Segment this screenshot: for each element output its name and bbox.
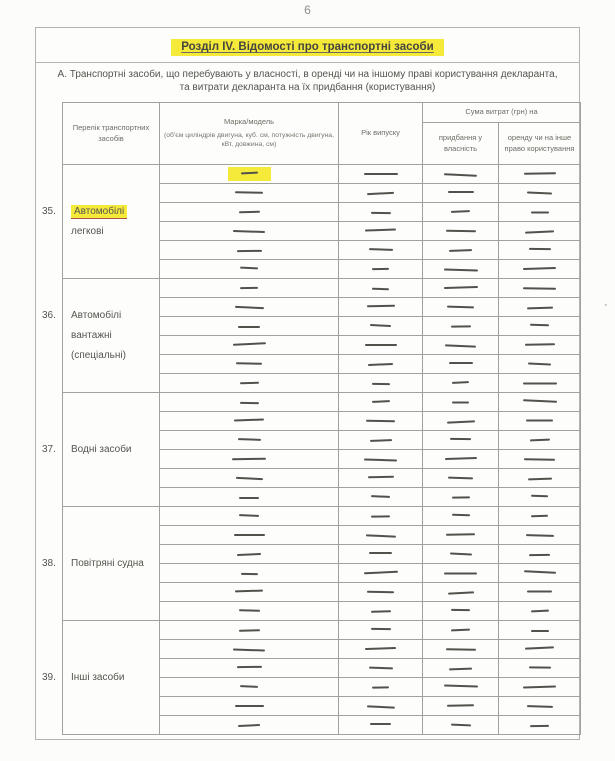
vehicle-category-label: Повітряні судна (71, 557, 144, 569)
handwritten-dash-mark (235, 589, 263, 592)
entry-cell (423, 602, 499, 621)
entry-cell (339, 374, 423, 393)
handwritten-dash-mark (368, 666, 392, 669)
entry-cell (339, 203, 423, 222)
handwritten-dash-mark (452, 401, 469, 403)
entry-cell (423, 222, 499, 241)
handwritten-dash-mark (444, 457, 476, 460)
entry-cell (160, 526, 339, 545)
entry-cell (339, 412, 423, 431)
handwritten-dash-mark (364, 458, 397, 461)
subtitle-text: Транспортні засоби, що перебувають у власності, в оренді чи на іншому праві користування декларанта, та витрати декларанта на їх придбання (користування) (69, 69, 558, 93)
handwritten-dash-mark (451, 609, 470, 611)
handwritten-dash-mark (238, 724, 260, 727)
entry-cell (160, 184, 339, 203)
vehicle-category-label: Інші засоби (71, 671, 125, 683)
entry-cell (499, 222, 581, 241)
table-row (63, 621, 581, 640)
entry-cell (339, 564, 423, 583)
handwritten-dash-mark (240, 287, 258, 289)
vehicle-category-label: Автомобілі (71, 205, 127, 219)
handwritten-dash-mark (369, 439, 391, 442)
entry-cell (423, 374, 499, 393)
handwritten-dash-mark (370, 212, 390, 214)
handwritten-dash-mark (526, 705, 552, 708)
handwritten-dash-mark (449, 552, 471, 555)
entry-cell (339, 526, 423, 545)
highlighted-entry (228, 167, 271, 181)
handwritten-dash-mark (370, 723, 391, 725)
handwritten-dash-mark (366, 705, 394, 708)
handwritten-dash-mark (452, 513, 470, 516)
entry-cell (423, 412, 499, 431)
handwritten-dash-mark (371, 400, 389, 403)
handwritten-dash-mark (445, 230, 475, 232)
handwritten-dash-mark (233, 648, 265, 651)
entry-cell (339, 355, 423, 374)
entry-cell (499, 450, 581, 469)
handwritten-dash-mark (525, 646, 554, 649)
section-subtitle (52, 68, 564, 94)
handwritten-dash-mark (237, 438, 260, 441)
handwritten-dash-mark (446, 533, 475, 535)
handwritten-dash-mark (238, 629, 259, 632)
entry-cell (499, 507, 581, 526)
handwritten-dash-mark (365, 534, 395, 537)
handwritten-dash-mark (528, 362, 551, 365)
handwritten-dash-mark (238, 609, 259, 612)
handwritten-dash-mark (531, 211, 549, 213)
document-sheet (35, 27, 580, 740)
entry-cell (499, 260, 581, 279)
entry-cell (339, 469, 423, 488)
entry-cell (339, 507, 423, 526)
entry-cell (423, 279, 499, 298)
entry-cell (499, 621, 581, 640)
entry-cell (160, 203, 339, 222)
section-title-highlighted: Розділ IV. Відомості про транспортні засоби (171, 39, 443, 56)
table-row (63, 279, 581, 298)
handwritten-dash-mark (236, 666, 261, 668)
handwritten-dash-mark (523, 382, 557, 384)
entry-cell (423, 336, 499, 355)
entry-cell (499, 602, 581, 621)
handwritten-dash-mark (445, 648, 475, 650)
handwritten-dash-mark (452, 381, 469, 384)
entry-cell (160, 640, 339, 659)
entry-cell (499, 374, 581, 393)
handwritten-dash-mark (234, 418, 264, 421)
entry-cell (339, 260, 423, 279)
entry-cell (339, 336, 423, 355)
handwritten-dash-mark (444, 572, 477, 574)
handwritten-dash-mark (371, 515, 390, 517)
handwritten-dash-mark (526, 419, 553, 421)
row-number: 37. (42, 443, 56, 455)
handwritten-dash-mark (527, 191, 552, 194)
handwritten-dash-mark (372, 686, 389, 688)
title-divider (36, 62, 579, 63)
row-number: 38. (42, 557, 56, 569)
entry-cell (499, 412, 581, 431)
vehicle-category-label: Водні засоби (71, 443, 132, 455)
handwritten-dash-mark (449, 362, 473, 364)
header-expenses-group: Сума витрат (грн) на (423, 103, 581, 123)
entry-cell (160, 241, 339, 260)
handwritten-dash-mark (235, 191, 263, 193)
entry-cell (499, 203, 581, 222)
entry-cell (423, 450, 499, 469)
handwritten-dash-mark (450, 325, 470, 327)
row-number: 39. (42, 671, 56, 683)
entry-cell (339, 621, 423, 640)
handwritten-dash-mark (367, 476, 393, 478)
handwritten-dash-mark (372, 287, 389, 290)
handwritten-dash-mark (451, 210, 470, 213)
handwritten-dash-mark (447, 305, 474, 308)
handwritten-dash-mark (448, 591, 474, 594)
handwritten-dash-mark (240, 171, 257, 174)
handwritten-dash-mark (530, 609, 548, 612)
entry-cell (499, 355, 581, 374)
handwritten-dash-mark (450, 438, 471, 440)
entry-cell (160, 222, 339, 241)
handwritten-dash-mark (527, 306, 553, 309)
entry-cell (423, 507, 499, 526)
handwritten-dash-mark (523, 172, 555, 175)
entry-cell (499, 431, 581, 450)
handwritten-dash-mark (232, 457, 266, 460)
row-number: 35. (42, 205, 56, 217)
handwritten-dash-mark (240, 573, 257, 575)
entry-cell (160, 545, 339, 564)
handwritten-dash-mark (528, 477, 552, 480)
entry-cell (499, 526, 581, 545)
handwritten-dash-mark (368, 363, 393, 366)
entry-cell (160, 165, 339, 184)
entry-cell (160, 469, 339, 488)
handwritten-dash-mark (527, 590, 552, 592)
entry-cell (499, 336, 581, 355)
entry-cell (423, 640, 499, 659)
entry-cell (339, 602, 423, 621)
entry-cell (160, 602, 339, 621)
handwritten-dash-mark (369, 552, 392, 554)
handwritten-dash-mark (524, 458, 555, 460)
entry-cell (339, 716, 423, 735)
header-year: Рік випуску (339, 103, 423, 165)
subtitle-letter: А. (57, 69, 67, 80)
entry-cell (160, 431, 339, 450)
entry-cell (339, 488, 423, 507)
handwritten-dash-mark (371, 495, 390, 498)
handwritten-dash-mark (530, 323, 549, 326)
entry-cell (160, 317, 339, 336)
handwritten-dash-mark (447, 704, 474, 706)
handwritten-dash-mark (528, 666, 550, 668)
handwritten-dash-mark (367, 192, 394, 195)
header-make-model-note: (об'єм циліндрів двигуна, куб. см, потужність двигуна, кВт, довжина, см) (164, 131, 334, 149)
entry-cell (499, 564, 581, 583)
handwritten-dash-mark (370, 610, 390, 613)
entry-cell (423, 526, 499, 545)
section-title-row (36, 37, 579, 56)
entry-cell (160, 488, 339, 507)
entry-cell (339, 697, 423, 716)
entry-cell (423, 716, 499, 735)
handwritten-dash-mark (238, 326, 260, 328)
handwritten-dash-mark (525, 534, 553, 537)
entry-cell (423, 469, 499, 488)
handwritten-dash-mark (364, 173, 398, 175)
vehicles-table (42, 102, 581, 735)
handwritten-dash-mark (529, 554, 550, 556)
handwritten-dash-mark (235, 705, 264, 707)
row-number: 36. (42, 309, 56, 321)
entry-cell (423, 355, 499, 374)
entry-cell (423, 545, 499, 564)
handwritten-dash-mark (443, 286, 477, 289)
handwritten-dash-mark (451, 496, 469, 498)
entry-cell (160, 678, 339, 697)
header-purchase: придбання у власність (423, 123, 499, 165)
entry-cell (423, 165, 499, 184)
entry-cell (423, 621, 499, 640)
handwritten-dash-mark (370, 324, 391, 327)
handwritten-dash-mark (366, 305, 394, 307)
handwritten-dash-mark (238, 210, 259, 213)
handwritten-dash-mark (239, 381, 258, 384)
entry-cell (339, 393, 423, 412)
entry-cell (160, 298, 339, 317)
handwritten-dash-mark (232, 342, 265, 346)
handwritten-dash-mark (529, 438, 549, 441)
entry-cell (339, 165, 423, 184)
handwritten-dash-mark (371, 383, 389, 385)
entry-cell (499, 678, 581, 697)
handwritten-dash-mark (445, 344, 476, 347)
entry-cell (339, 317, 423, 336)
handwritten-dash-mark (524, 570, 556, 574)
entry-cell (160, 564, 339, 583)
handwritten-dash-mark (239, 514, 259, 517)
entry-cell (499, 697, 581, 716)
handwritten-dash-mark (523, 685, 556, 688)
vehicle-category-cell (42, 279, 160, 393)
entry-cell (160, 450, 339, 469)
entry-cell (160, 716, 339, 735)
entry-cell (339, 298, 423, 317)
entry-cell (160, 393, 339, 412)
entry-cell (423, 583, 499, 602)
entry-cell (339, 450, 423, 469)
handwritten-dash-mark (443, 268, 477, 271)
handwritten-dash-mark (234, 306, 263, 309)
entry-cell (160, 412, 339, 431)
handwritten-dash-mark (448, 191, 474, 193)
entry-cell (160, 336, 339, 355)
vehicle-category-label: вантажні (71, 329, 112, 341)
entry-cell (423, 393, 499, 412)
entry-cell (499, 716, 581, 735)
entry-cell (160, 260, 339, 279)
handwritten-dash-mark (365, 228, 396, 231)
handwritten-dash-mark (371, 628, 391, 630)
handwritten-dash-mark (365, 344, 397, 346)
handwritten-dash-mark (449, 249, 472, 252)
entry-cell (423, 184, 499, 203)
header-vehicle-list: Перелік транспортних засобів (63, 103, 160, 165)
entry-cell (160, 621, 339, 640)
handwritten-dash-mark (365, 647, 396, 650)
table-row (63, 165, 581, 184)
entry-cell (160, 279, 339, 298)
entry-cell (499, 583, 581, 602)
handwritten-dash-mark (451, 628, 470, 631)
entry-cell (499, 241, 581, 260)
handwritten-dash-mark (531, 494, 548, 497)
entry-cell (499, 317, 581, 336)
handwritten-dash-mark (531, 514, 548, 517)
vehicle-category-label: легкові (71, 225, 104, 237)
entry-cell (499, 488, 581, 507)
vehicle-category-label: Автомобілі (71, 309, 122, 321)
handwritten-dash-mark (239, 402, 258, 404)
entry-cell (423, 203, 499, 222)
handwritten-dash-mark (363, 570, 397, 574)
vehicle-category-cell (42, 621, 160, 735)
entry-cell (499, 279, 581, 298)
entry-cell (423, 317, 499, 336)
entry-cell (423, 241, 499, 260)
vehicle-category-cell (42, 165, 160, 279)
entry-cell (499, 469, 581, 488)
handwritten-dash-mark (234, 534, 265, 536)
handwritten-dash-mark (368, 248, 392, 251)
entry-cell (499, 298, 581, 317)
vehicle-category-cell (42, 507, 160, 621)
entry-cell (339, 222, 423, 241)
header-make-model (160, 103, 339, 165)
entry-cell (339, 431, 423, 450)
handwritten-dash-mark (367, 591, 394, 593)
entry-cell (499, 545, 581, 564)
handwritten-dash-mark (235, 477, 262, 480)
entry-cell (339, 659, 423, 678)
table-row (63, 507, 581, 526)
entry-cell (160, 659, 339, 678)
entry-cell (499, 393, 581, 412)
entry-cell (339, 640, 423, 659)
handwritten-dash-mark (525, 230, 554, 233)
entry-cell (423, 697, 499, 716)
table-header (63, 103, 581, 165)
handwritten-dash-mark (240, 266, 258, 269)
vehicles-table-body (42, 165, 581, 735)
entry-cell (339, 279, 423, 298)
entry-cell (423, 298, 499, 317)
handwritten-dash-mark (237, 250, 262, 252)
handwritten-dash-mark (530, 725, 549, 727)
handwritten-dash-mark (233, 230, 265, 233)
handwritten-dash-mark (239, 497, 259, 499)
handwritten-dash-mark (366, 420, 395, 422)
entry-cell (160, 355, 339, 374)
entry-cell (339, 545, 423, 564)
handwritten-dash-mark (240, 685, 258, 688)
handwritten-dash-mark (524, 343, 554, 345)
entry-cell (499, 184, 581, 203)
vehicle-category-cell (42, 393, 160, 507)
entry-cell (499, 165, 581, 184)
entry-cell (160, 583, 339, 602)
entry-cell (499, 659, 581, 678)
scan-artifact: ’ (604, 303, 607, 314)
entry-cell (339, 583, 423, 602)
entry-cell (423, 564, 499, 583)
handwritten-dash-mark (237, 553, 261, 556)
handwritten-dash-mark (444, 684, 478, 687)
handwritten-dash-mark (523, 267, 556, 270)
entry-cell (499, 640, 581, 659)
vehicle-category-label: (спеціальні) (71, 349, 126, 361)
vehicles-table-wrap (42, 102, 579, 735)
handwritten-dash-mark (523, 399, 557, 403)
entry-cell (423, 260, 499, 279)
entry-cell (339, 184, 423, 203)
header-make-model-title: Марка/модель (223, 117, 275, 127)
entry-cell (160, 374, 339, 393)
handwritten-dash-mark (448, 476, 473, 479)
table-row (63, 393, 581, 412)
entry-cell (423, 659, 499, 678)
entry-cell (339, 678, 423, 697)
entry-cell (160, 507, 339, 526)
handwritten-dash-mark (236, 362, 262, 364)
handwritten-dash-mark (523, 287, 556, 290)
handwritten-dash-mark (444, 173, 477, 177)
handwritten-dash-mark (450, 723, 470, 726)
entry-cell (423, 488, 499, 507)
entry-cell (423, 431, 499, 450)
handwritten-dash-mark (531, 630, 549, 632)
handwritten-dash-mark (529, 248, 551, 250)
header-rent: оренду чи на інше право користування (499, 123, 581, 165)
entry-cell (160, 697, 339, 716)
handwritten-dash-mark (372, 268, 389, 270)
entry-cell (423, 678, 499, 697)
entry-cell (339, 241, 423, 260)
handwritten-dash-mark (449, 667, 472, 670)
page-number: 6 (304, 3, 311, 17)
handwritten-dash-mark (447, 420, 475, 423)
